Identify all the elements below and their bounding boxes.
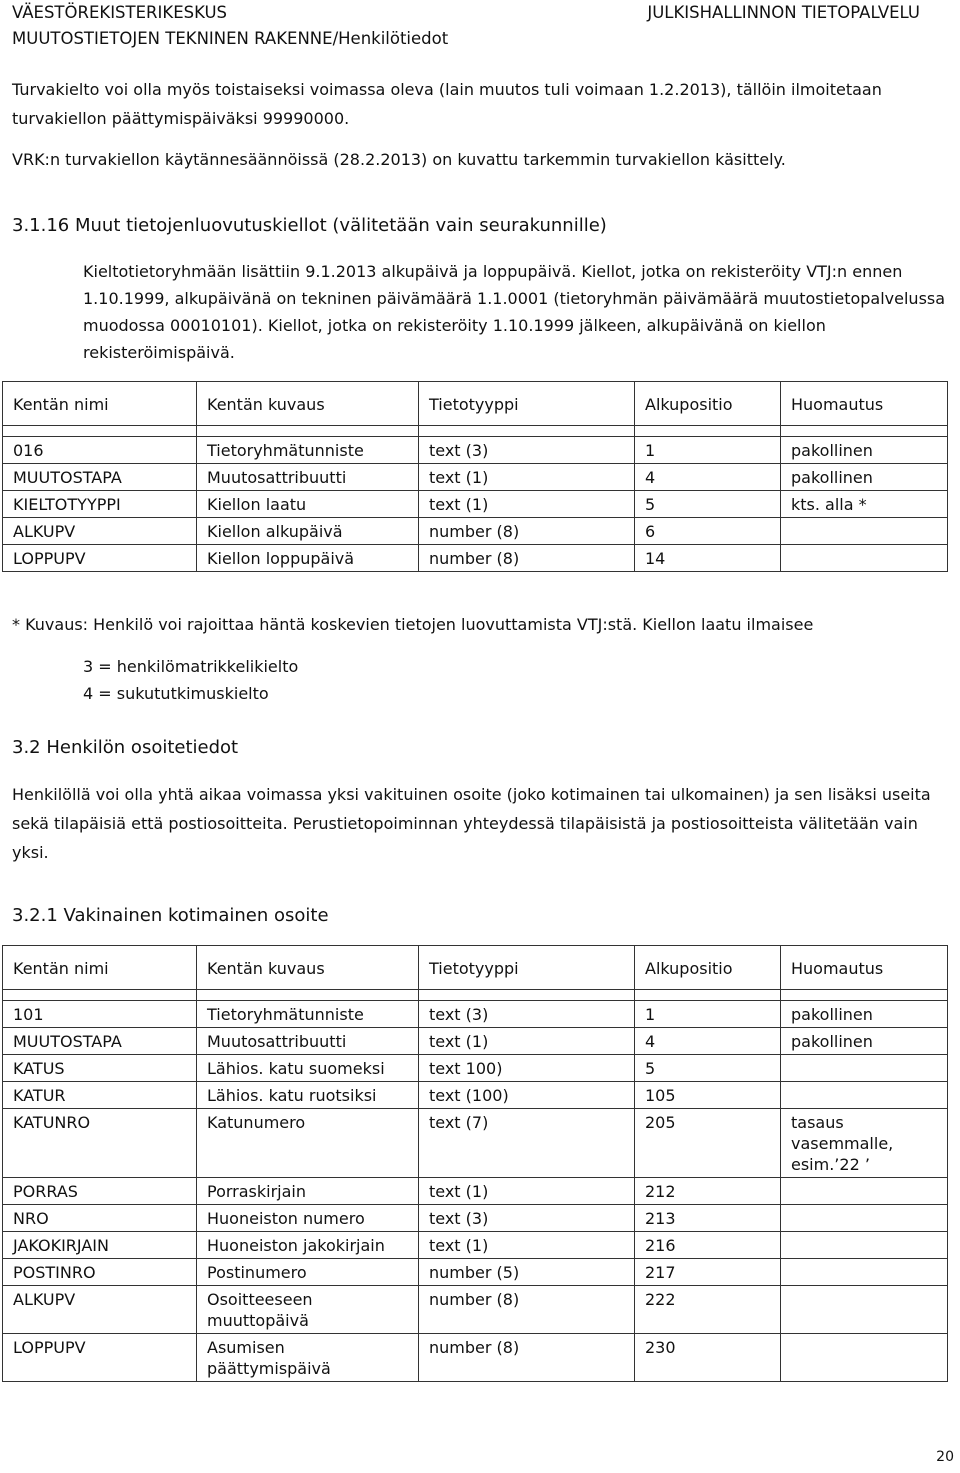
column-header: Alkupositio (635, 382, 781, 426)
table-cell: Kiellon loppupäivä (197, 545, 419, 572)
table-cell: MUUTOSTAPA (3, 464, 197, 491)
table-cell: text (1) (419, 1028, 635, 1055)
table-cell (781, 1259, 948, 1286)
table-cell: text (7) (419, 1109, 635, 1178)
column-header: Kentän kuvaus (197, 946, 419, 990)
table-row (3, 518, 948, 545)
table-cell: text 100) (419, 1055, 635, 1082)
table-cell: LOPPUPV (3, 1334, 197, 1382)
table-cell: MUUTOSTAPA (3, 1028, 197, 1055)
table-cell: 105 (635, 1082, 781, 1109)
table-cell: pakollinen (781, 437, 948, 464)
table-cell: Muutosattribuutti (197, 464, 419, 491)
section-heading-3-1-16: 3.1.16 Muut tietojenluovutuskiellot (välitetään vain seurakunnille) (12, 215, 607, 236)
table-cell: 230 (635, 1334, 781, 1382)
table-cell: Lähios. katu ruotsiksi (197, 1082, 419, 1109)
table-header-row (3, 382, 948, 426)
table-cell: 101 (3, 1001, 197, 1028)
column-header: Alkupositio (635, 946, 781, 990)
table-row (3, 1082, 948, 1109)
table-cell: 14 (635, 545, 781, 572)
column-header: Kentän nimi (3, 946, 197, 990)
table-cell (781, 1055, 948, 1082)
table-cell (781, 1082, 948, 1109)
table-cell: 212 (635, 1178, 781, 1205)
restriction-fields-table (2, 381, 948, 572)
table-cell: tasaus vasemmalle, esim.’22 ’ (781, 1109, 948, 1178)
table-row (3, 464, 948, 491)
table-cell: number (8) (419, 545, 635, 572)
table-cell: text (1) (419, 464, 635, 491)
table-cell (781, 518, 948, 545)
table-cell (781, 545, 948, 572)
table-cell: 213 (635, 1205, 781, 1232)
table-cell: Lähios. katu suomeksi (197, 1055, 419, 1082)
table-cell: Kiellon alkupäivä (197, 518, 419, 545)
table-cell: Kiellon laatu (197, 491, 419, 518)
column-header: Huomautus (781, 946, 948, 990)
table-cell: number (8) (419, 1334, 635, 1382)
table-row (3, 1055, 948, 1082)
table-cell: NRO (3, 1205, 197, 1232)
footnote-text: * Kuvaus: Henkilö voi rajoittaa häntä koskevien tietojen luovuttamista VTJ:stä. Kiellon laatu ilmaisee (12, 615, 814, 634)
table-row (3, 1286, 948, 1334)
footnote-item-1: 3 = henkilömatrikkelikielto (83, 657, 299, 676)
table-cell (781, 1205, 948, 1232)
table-cell: 1 (635, 1001, 781, 1028)
table-cell: 5 (635, 491, 781, 518)
column-header: Tietotyyppi (419, 946, 635, 990)
table-cell: 016 (3, 437, 197, 464)
table-cell: number (8) (419, 518, 635, 545)
table-cell: KATUNRO (3, 1109, 197, 1178)
table-cell: 4 (635, 1028, 781, 1055)
section-3-1-16-body: Kieltotietoryhmään lisättiin 9.1.2013 alkupäivä ja loppupäivä. Kiellot, jotka on rekisteröity VTJ:n ennen 1.10.1999, alkupäivänä on tekninen päivämäärä 1.1.0001 (tietoryhmän päivämäärä muutostietopalvelussa muodossa 00010101). Kiellot, jotka on rekisteröity 1.10.1999 jälkeen, alkupäivänä on kiellon rekisteröimispäivä. (83, 262, 946, 362)
table-cell: 5 (635, 1055, 781, 1082)
address-fields-table (2, 945, 948, 1382)
table-cell: Postinumero (197, 1259, 419, 1286)
column-header: Tietotyyppi (419, 382, 635, 426)
table-cell: 222 (635, 1286, 781, 1334)
table-cell: text (3) (419, 437, 635, 464)
table-cell: ALKUPV (3, 518, 197, 545)
header-organization: VÄESTÖREKISTERIKESKUS (12, 3, 228, 22)
table-cell: Katunumero (197, 1109, 419, 1178)
header-right-title: JULKISHALLINNON TIETOPALVELU (647, 3, 920, 22)
table-row (3, 1205, 948, 1232)
table-cell: PORRAS (3, 1178, 197, 1205)
table-cell (781, 1178, 948, 1205)
table-cell: Muutosattribuutti (197, 1028, 419, 1055)
table-row (3, 1109, 948, 1178)
table-cell: Tietoryhmätunniste (197, 437, 419, 464)
table-cell: text (100) (419, 1082, 635, 1109)
table-row (3, 1178, 948, 1205)
table-cell: Huoneiston numero (197, 1205, 419, 1232)
table-row (3, 1334, 948, 1382)
table-cell: 4 (635, 464, 781, 491)
table-cell (781, 1286, 948, 1334)
table-cell: number (8) (419, 1286, 635, 1334)
table-cell: text (1) (419, 1232, 635, 1259)
table-cell (781, 1232, 948, 1259)
table-row (3, 491, 948, 518)
section-heading-3-2-1: 3.2.1 Vakinainen kotimainen osoite (12, 905, 329, 926)
table-cell: 1 (635, 437, 781, 464)
table-row (3, 1232, 948, 1259)
table-cell: KATUS (3, 1055, 197, 1082)
table-cell: Tietoryhmätunniste (197, 1001, 419, 1028)
table-cell: pakollinen (781, 1028, 948, 1055)
table-row (3, 1001, 948, 1028)
table-cell: Osoitteeseen muuttopäivä (197, 1286, 419, 1334)
table-cell: JAKOKIRJAIN (3, 1232, 197, 1259)
table-cell: 6 (635, 518, 781, 545)
table-cell: number (5) (419, 1259, 635, 1286)
table-cell: 216 (635, 1232, 781, 1259)
table-cell: text (3) (419, 1205, 635, 1232)
table-cell: LOPPUPV (3, 545, 197, 572)
table-row (3, 1028, 948, 1055)
table-header-row (3, 946, 948, 990)
table-cell: text (1) (419, 1178, 635, 1205)
table-row (3, 437, 948, 464)
table-cell: pakollinen (781, 464, 948, 491)
table-cell: kts. alla * (781, 491, 948, 518)
table-row (3, 1259, 948, 1286)
column-header: Kentän nimi (3, 382, 197, 426)
section-3-2-body: Henkilöllä voi olla yhtä aikaa voimassa yksi vakituinen osoite (joko kotimainen tai ulkomainen) ja sen lisäksi useita sekä tilapäisiä että postiosoitteita. Perustietopoiminnan yhteydessä tilapäisistä ja postiosoitteista välitetään vain yksi. (12, 785, 931, 862)
header-document-title: MUUTOSTIETOJEN TEKNINEN RAKENNE/Henkilötiedot (12, 29, 449, 48)
column-header: Kentän kuvaus (197, 382, 419, 426)
table-cell (781, 1334, 948, 1382)
footnote-item-2: 4 = sukututkimuskielto (83, 684, 269, 703)
section-heading-3-2: 3.2 Henkilön osoitetiedot (12, 737, 239, 758)
column-header: Huomautus (781, 382, 948, 426)
table-cell: pakollinen (781, 1001, 948, 1028)
table-cell: POSTINRO (3, 1259, 197, 1286)
table-cell: Asumisen päättymispäivä (197, 1334, 419, 1382)
intro-paragraph-1: Turvakielto voi olla myös toistaiseksi voimassa oleva (lain muutos tuli voimaan 1.2.2013), tällöin ilmoitetaan turvakiellon päättymispäiväksi 99990000. (12, 80, 882, 128)
table-cell: Porraskirjain (197, 1178, 419, 1205)
table-row (3, 545, 948, 572)
table-cell: 205 (635, 1109, 781, 1178)
table-cell: KATUR (3, 1082, 197, 1109)
table-cell: text (3) (419, 1001, 635, 1028)
table-cell: 217 (635, 1259, 781, 1286)
intro-paragraph-2: VRK:n turvakiellon käytännesäännöissä (28.2.2013) on kuvattu tarkemmin turvakiellon käsittely. (12, 150, 786, 169)
table-cell: KIELTOTYYPPI (3, 491, 197, 518)
page-number: 20 (936, 1449, 954, 1465)
table-cell: text (1) (419, 491, 635, 518)
table-cell: ALKUPV (3, 1286, 197, 1334)
table-cell: Huoneiston jakokirjain (197, 1232, 419, 1259)
